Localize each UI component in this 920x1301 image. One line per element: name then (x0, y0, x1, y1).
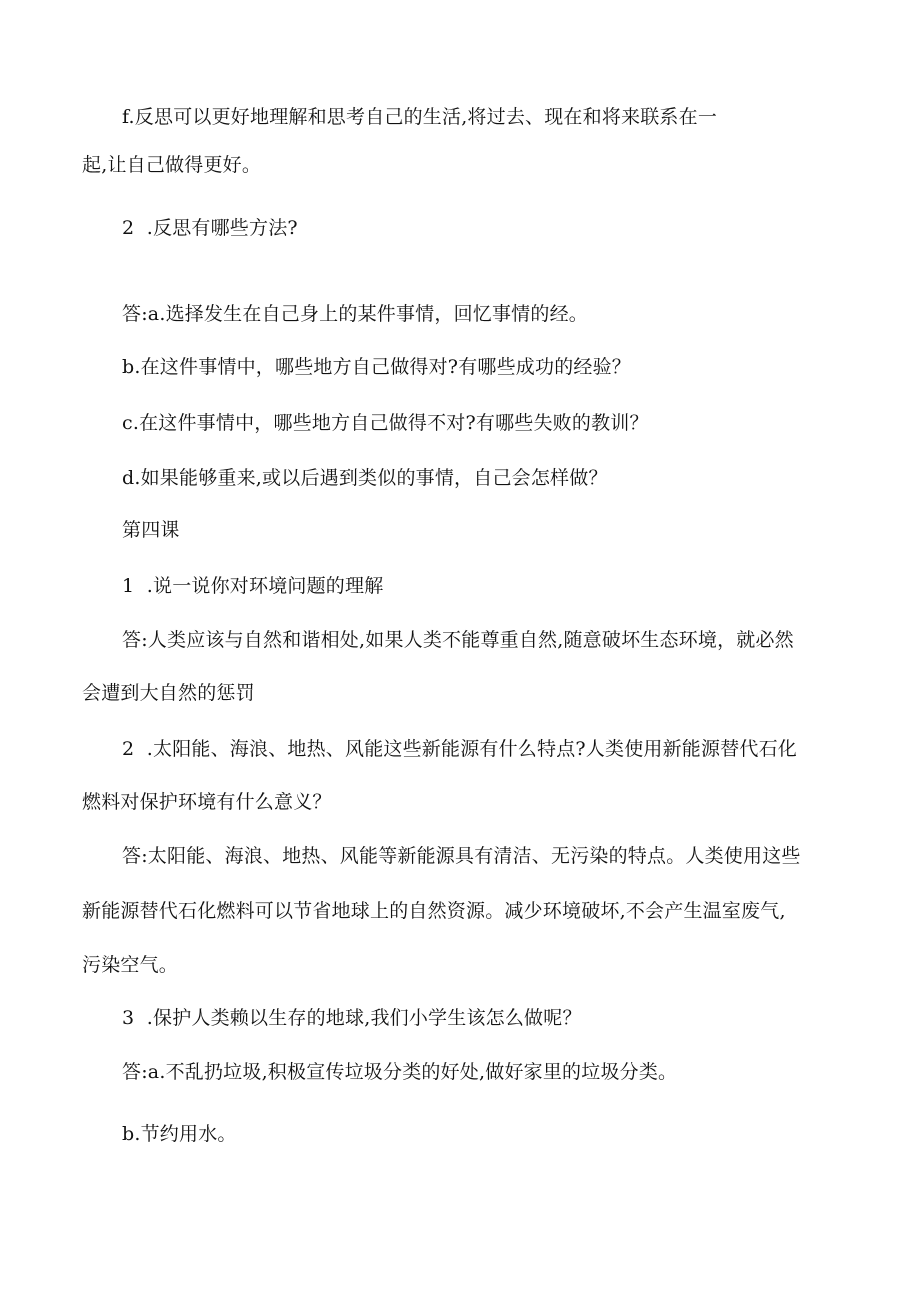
question-heading: 1 .说一说你对环境问题的理解 (122, 575, 384, 597)
answer-line: 会遭到大自然的惩罚 (82, 682, 255, 704)
answer-line: c.在这件事情中，哪些地方自己做得不对?有哪些失败的教训？ (122, 412, 649, 434)
lesson-heading: 第四课 (122, 519, 180, 541)
question-heading: 2 .太阳能、海浪、地热、风能这些新能源有什么特点?人类使用新能源替代石化 (122, 738, 797, 760)
answer-line: 污染空气。 (82, 954, 179, 976)
answer-line: 新能源替代石化燃料可以节省地球上的自然资源。减少环境破坏,不会产生温室废气, (82, 900, 786, 922)
answer-line: 答:a.选择发生在自己身上的某件事情，回忆事情的经。 (122, 303, 588, 325)
answer-line: d.如果能够重来,或以后遇到类似的事情，自己会怎样做？ (122, 467, 608, 489)
answer-line: b.在这件事情中，哪些地方自己做得对?有哪些成功的经验？ (122, 356, 631, 378)
question-heading: 2 .反思有哪些方法? (122, 217, 298, 239)
answer-line: b.节约用水。 (122, 1123, 237, 1145)
paragraph-line: f.反思可以更好地理解和思考自己的生活,将过去、现在和将来联系在一 (122, 106, 718, 128)
answer-line: 答:太阳能、海浪、地热、风能等新能源具有清洁、无污染的特点。人类使用这些 (122, 845, 801, 867)
paragraph-line: 起,让自己做得更好。 (82, 154, 262, 176)
question-heading: 燃料对保护环境有什么意义？ (82, 791, 332, 813)
question-heading: 3 .保护人类赖以生存的地球,我们小学生该怎么做呢？ (122, 1007, 582, 1029)
answer-line: 答:人类应该与自然和谐相处,如果人类不能尊重自然,随意破坏生态环境，就必然 (122, 629, 794, 651)
answer-line: 答:a.不乱扔垃圾,积极宣传垃圾分类的好处,做好家里的垃圾分类。 (122, 1061, 678, 1083)
